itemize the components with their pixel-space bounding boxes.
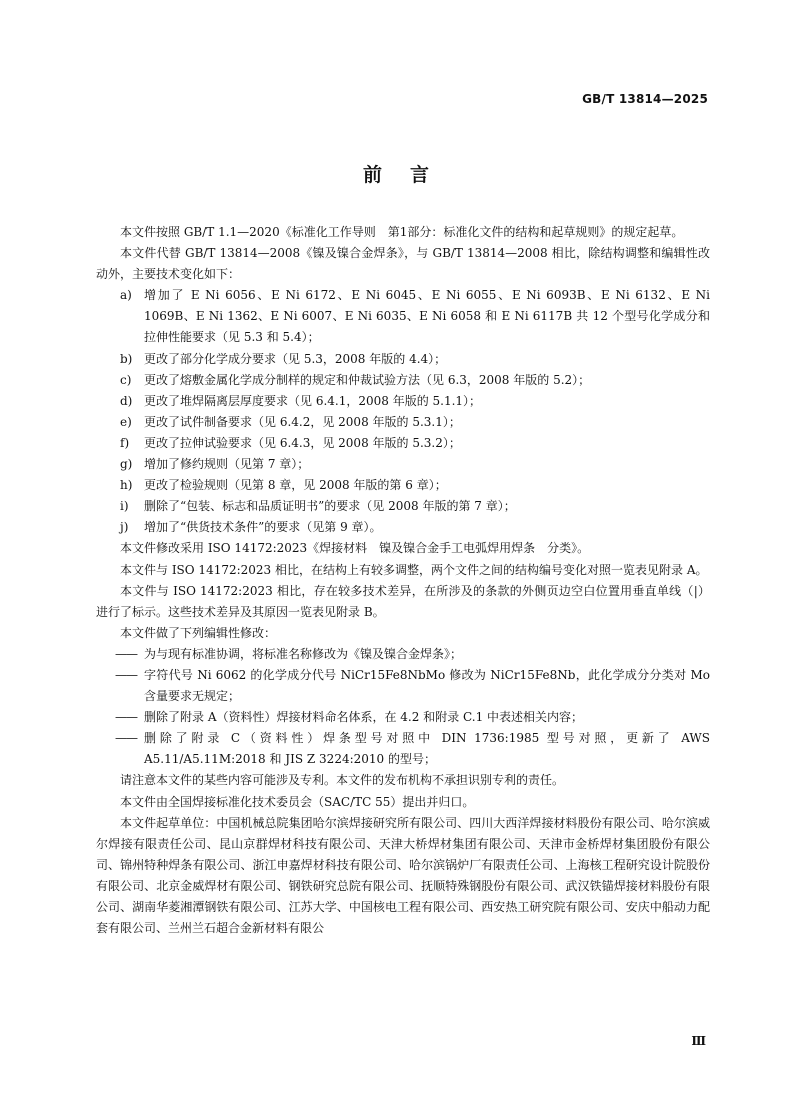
change-item: i) 删除了“包装、标志和品质证明书”的要求（见 2008 年版的第 7 章）；: [120, 499, 516, 514]
foreword-body: [96, 222, 710, 939]
edit-item: —— 删除了附录 A（资料性）焊接材料命名体系，在 4.2 和附录 C.1 中表述相关内容；: [115, 710, 584, 725]
change-item: h) 更改了检验规则（见第 8 章，见 2008 年版的第 6 章）；: [120, 478, 447, 493]
paragraph-replaces: 本文件代替 GB/T 13814—2008《镍及镍合金焊条》，与 GB/T 13814—2008 相比，除结构调整和编辑性改动外，主要技术变化如下：: [96, 246, 710, 282]
page-number: Ⅲ: [691, 1034, 706, 1048]
paragraph-technical-diff: 本文件与 ISO 14172:2023 相比，存在较多技术差异，在所涉及的条款的外侧页边空白位置用垂直单线（|）进行了标示。这些技术差异及其原因一览表见附录 B。: [96, 583, 710, 619]
page-title: 前言: [362, 164, 457, 186]
edit-item: —— 字符代号 Ni 6062 的化学成分代号 NiCr15Fe8NbMo 修改为 NiCr15Fe8Nb，此化学成分分类对 Mo 含量要求无规定；: [115, 667, 710, 704]
change-item: c) 更改了熔敷金属化学成分制样的规定和仲裁试验方法（见 6.3，2008 年版的 5.2）；: [120, 372, 591, 387]
standard-code: GB/T 13814—2025: [582, 92, 708, 106]
paragraph-structure-diff: 本文件与 ISO 14172:2023 相比，在结构上有较多调整，两个文件之间的结构编号变化对照一览表见附录 A。: [120, 562, 708, 577]
change-item: f) 更改了拉伸试验要求（见 6.4.3，见 2008 年版的 5.3.2）；: [120, 435, 461, 450]
paragraph-adoption: 本文件修改采用 ISO 14172:2023《焊接材料 镍及镍合金手工电弧焊用焊条 分类》。: [120, 541, 590, 556]
paragraph-drafting-rules: 本文件按照 GB/T 1.1—2020《标准化工作导则 第1部分：标准化文件的结构和起草规则》的规定起草。: [120, 225, 684, 239]
paragraph-proposer: 本文件由全国焊接标准化技术委员会（SAC/TC 55）提出并归口。: [120, 794, 475, 809]
edit-item: —— 删除了附录 C（资料性）焊条型号对照中 DIN 1736:1985 型号对照，更新了 AWS A5.11/A5.11M:2018 和 JIS Z 3224:2010 的型号；: [115, 731, 710, 767]
change-item: e) 更改了试件制备要求（见 6.4.2，见 2008 年版的 5.3.1）；: [120, 414, 461, 429]
change-item: g) 增加了修约规则（见第 7 章）；: [120, 457, 310, 472]
edit-item: —— 为与现有标准协调，将标准名称修改为《镍及镍合金焊条》；: [115, 646, 463, 661]
paragraph-editorial-intro: 本文件做了下列编辑性修改：: [120, 625, 277, 640]
paragraph-patent-notice: 请注意本文件的某些内容可能涉及专利。本文件的发布机构不承担识别专利的责任。: [120, 773, 565, 788]
change-item: d) 更改了堆焊隔离层厚度要求（见 6.4.1，2008 年版的 5.1.1）；: [120, 393, 482, 408]
change-item: b) 更改了部分化学成分要求（见 5.3，2008 年版的 4.4）；: [120, 351, 447, 366]
change-item: j) 增加了“供货技术条件”的要求（见第 9 章）。: [120, 520, 382, 535]
change-item: a) 增加了 E Ni 6056、E Ni 6172、E Ni 6045、E Ni 6055、E Ni 6093B、E Ni 6132、E Ni 1069B、E Ni 1362、E Ni 6007、E Ni 6035、E Ni 6058 和 E Ni 6117B 共 12 个型号化学成分和拉伸性能要求（见 5.3 和 5.4）；: [120, 288, 710, 345]
paragraph-drafting-units: 本文件起草单位：中国机械总院集团哈尔滨焊接研究所有限公司、四川大西洋焊接材料股份有限公司、哈尔滨威尔焊接有限责任公司、昆山京群焊材科技有限公司、天津大桥焊材集团有限公司、天津市金桥焊材集团股份有限公司、锦州特种焊条有限公司、浙江申嘉焊材科技有限公司、哈尔滨锅炉厂有限责任公司、上海核工程研究设计院股份有限公司、北京金威焊材有限公司、钢铁研究总院有限公司、抚顺特殊钢股份有限公司、武汉铁锚焊接材料股份有限公司、湖南华菱湘潭钢铁有限公司、江苏大学、中国核电工程有限公司、西安热工研究院有限公司、安庆中船动力配套有限公司、兰州兰石超合金新材料有限公: [96, 815, 710, 936]
